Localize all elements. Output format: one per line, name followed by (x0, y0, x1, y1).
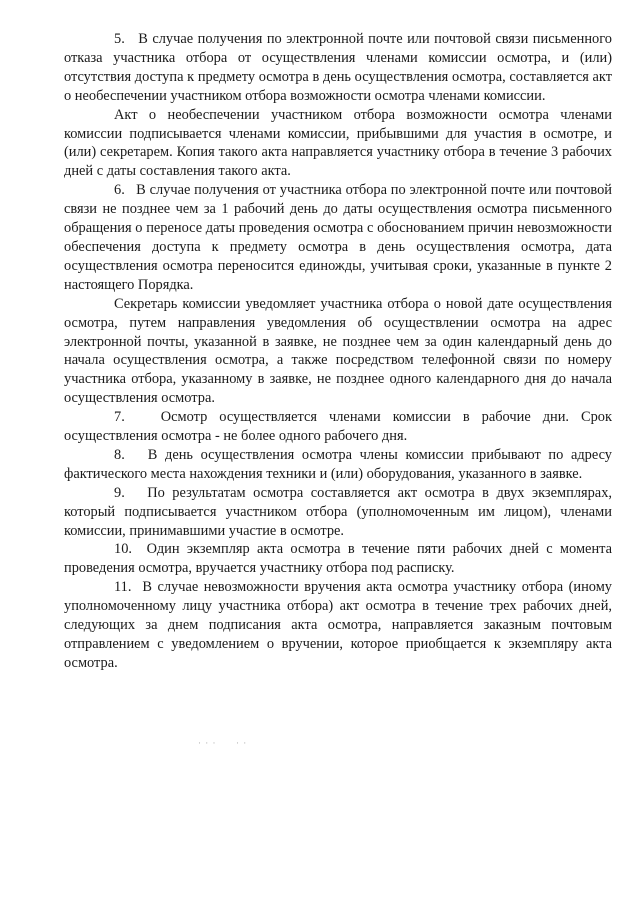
paragraph-secretary-notice: Секретарь комиссии уведомляет участника отбора о новой дате осуществления осмотра, путем направления уведомления об осуществлении осмотра на адрес электронной почты, указанной в заявке, не позднее чем за один календарный день до начала осуществления осмотра, а также посредством телефонной связи по номеру участника отбора, указанному в заявке, не позднее одного календарного дня до начала осуществления осмотра. (64, 295, 612, 407)
scan-artifact: · · · · · (198, 738, 248, 748)
paragraph-item-8: 8. В день осуществления осмотра члены комиссии прибывают по адресу фактического места нахождения техники и (или) оборудования, указанного в заявке. (64, 446, 612, 482)
paragraph-item-10: 10. Один экземпляр акта осмотра в течение пяти рабочих дней с момента проведения осмотра, вручается участнику отбора под расписку. (64, 541, 612, 577)
paragraph-item-6: 6. В случае получения от участника отбора по электронной почте или почтовой связи не позднее чем за 1 рабочий день до даты осуществления осмотра письменного обращения о переносе даты проведения осмотра с обоснованием причин невозможности обеспечения доступа к предмету осмотра в день осуществления осмотра, дата осуществления осмотра переносится единожды, учитывая сроки, указанные в пункте 2 настоящего Порядка. (64, 182, 612, 293)
paragraph-act-signing: Акт о необеспечении участником отбора возможности осмотра членами комиссии подписывается членами комиссии, прибывшими для участия в осмотре, и (или) секретарем. Копия такого акта направляется участнику отбора в течение 3 рабочих дней с даты составления такого акта. (64, 106, 612, 180)
paragraph-item-9: 9. По результатам осмотра составляется акт осмотра в двух экземплярах, который подписывается участником отбора (уполномоченным им лицом), членами комиссии, принимавшими участие в осмотре. (64, 484, 612, 539)
paragraph-item-5: 5. В случае получения по электронной почте или почтовой связи письменного отказа участника отбора от осуществления членами комиссии осмотра, и (или) отсутствия доступа к предмету осмотра в день осуществления осмотра, составляется акт о необеспечении участником отбора возможности осмотра членами комиссии. (64, 31, 612, 104)
document-body (64, 30, 612, 673)
paragraph-item-11: 11. В случае невозможности вручения акта осмотра участнику отбора (иному уполномоченному лицу участника отбора) акт осмотра в течение трех рабочих дней, следующих за днем подписания акта осмотра, направляется заказным почтовым отправлением с уведомлением о вручении, которое приобщается к экземпляру акта осмотра. (64, 579, 612, 671)
paragraph-item-7: 7. Осмотр осуществляется членами комиссии в рабочие дни. Срок осуществления осмотра - не более одного рабочего дня. (64, 409, 612, 445)
